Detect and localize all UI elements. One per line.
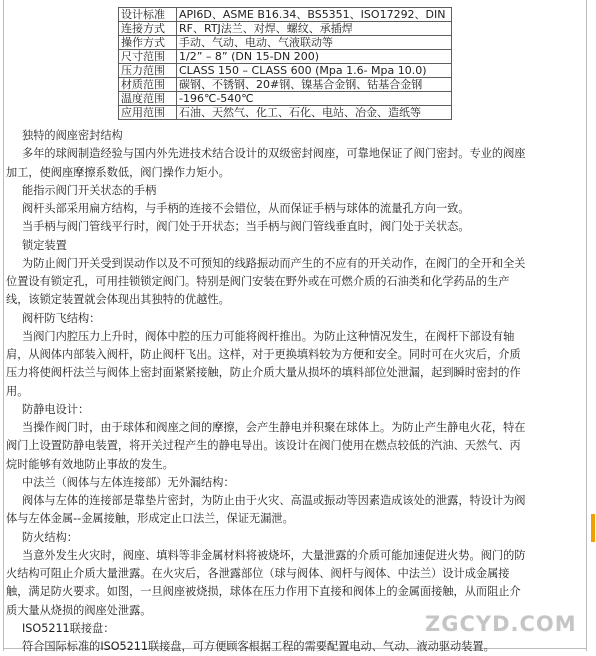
spec-label: 应用范围: [119, 106, 177, 120]
section-heading: 独特的阀座密封结构: [22, 129, 123, 142]
spec-label: 连接方式: [119, 22, 177, 36]
spec-row: [119, 78, 452, 92]
paragraph-line: 体与左体金属--金属接触，形成定止口法兰，保证无漏泄。: [6, 512, 294, 526]
right-frame-line: [586, 0, 587, 651]
spec-label: 尺寸范围: [119, 50, 177, 64]
spec-row: [119, 22, 452, 36]
spec-row: [119, 50, 452, 64]
paragraph-line: 当手柄与阀门管线平行时，阀门处于开状态；当手柄与阀门管线垂直时，阀门处于关状态。: [22, 220, 470, 234]
site-watermark: ZGCYD.COM: [425, 612, 577, 636]
spec-value: API6D、ASME B16.34、BS5351、ISO17292、DIN: [177, 8, 452, 22]
section-heading: 能指示阀门开关状态的手柄: [22, 183, 157, 197]
scroll-marker[interactable]: [591, 514, 595, 542]
spec-value: -196℃-540℃: [177, 92, 452, 106]
spec-label: 材质范围: [119, 78, 177, 92]
paragraph-line: 用。: [6, 384, 29, 398]
spec-value: CLASS 150 – CLASS 600 (Mpa 1.6- Mpa 10.0): [177, 64, 452, 78]
paragraph-line: 线，该锁定装置就会体现出其独特的优越性。: [6, 293, 230, 307]
section-heading: 防静电设计：: [22, 402, 90, 416]
spec-row: [119, 36, 452, 50]
section-heading: 阀杆防飞结构：: [22, 311, 101, 325]
paragraph-line: 位置设有锁定孔，可用挂锁锁定阀门。特别是阀门安装在野外或在可燃介质的石油类和化学药品的生产: [6, 275, 510, 288]
section-heading: 中法兰（阀体与左体连接部）无外漏结构：: [22, 475, 235, 489]
paragraph-line: 压力将使阀杆法兰与阀体上密封面紧紧接触，防止介质大量从损坏的填料部位处泄漏，起到瞬时密封的作: [6, 366, 521, 380]
spec-label: 压力范围: [119, 64, 177, 78]
paragraph-line: 当操作阀门时，由于球体和阀座之间的摩擦，会产生静电并积聚在球体上。为防止产生静电火花，特在: [22, 421, 526, 434]
spec-value: 石油、天然气、化工、石化、电站、冶金、造纸等: [177, 106, 452, 120]
section-heading: 防火结构：: [22, 530, 78, 544]
paragraph-line: 当阀门内腔压力上升时，阀体中腔的压力可能将阀杆推出。为防止这种情况发生，在阀杆下部设有轴: [22, 329, 515, 343]
paragraph-line: 为防止阀门开关受到误动作以及不可预知的线路振动而产生的不应有的开关动作，在阀门的全开和全关: [22, 256, 526, 270]
spec-label: 温度范围: [119, 92, 177, 106]
spec-value: 手动、气动、电动、气液联动等: [177, 36, 452, 50]
paragraph-line: 触，满足防火要求。如图，一旦阀座被烧损，球体在压力作用下直接和阀体上的金属面接触，从而阻止介: [6, 585, 521, 599]
spec-value: RF、RTJ法兰、对焊、螺纹、承插焊: [177, 22, 452, 36]
paragraph-line: 肩，从阀体内部装入阀杆，防止阀杆飞出。这样，对于更换填料较为方便和安全。同时可在火灾后，介质: [6, 348, 521, 361]
spec-label: 设计标准: [119, 8, 177, 22]
spec-row: [119, 92, 452, 106]
paragraph-line: 当意外发生火灾时，阀座、填料等非金属材料将被烧坏，大量泄露的介质可能加速促进火势。阀门的防: [22, 548, 526, 562]
paragraph-line: 加工，使阀座摩擦系数低，阀门操作力矩小。: [6, 165, 230, 179]
spec-table: [118, 7, 452, 120]
paragraph-line: 阀门上设置防静电装置，将开关过程产生的静电导出。该设计在阀门使用在燃点较低的汽油、天然气、丙: [6, 439, 521, 453]
spec-label: 操作方式: [119, 36, 177, 50]
paragraph-line: 阀体与左体的连接部是靠垫片密封，为防止由于火灾、高温或振动等因素造成该处的泄露，特设计为阀: [22, 494, 526, 507]
article-body: [6, 127, 580, 656]
spec-value: 1/2” – 8” (DN 15-DN 200): [177, 50, 452, 64]
paragraph-line: 符合国际标准的ISO5211联接盘，可方便顾客根据工程的需要配置电动、气动、液动驱动装置。: [22, 640, 495, 653]
spec-row: [119, 64, 452, 78]
spec-value: 碳钢、不锈钢、20#钢、镍基合金钢、钴基合金钢: [177, 78, 452, 92]
paragraph-line: 火结构可阻止介质大量泄露。在火灾后，各泄露部位（球与阀体、阀杆与阀体、中法兰）设计成金属接: [6, 567, 510, 580]
paragraph-line: 烷时能够有效地防止事故的发生。: [6, 457, 174, 471]
section-heading: 锁定装置: [22, 238, 67, 252]
left-frame-line: [3, 0, 4, 651]
paragraph-line: 多年的球阀制造经验与国内外先进技术结合设计的双级密封阀座，可靠地保证了阀门密封。专业的阀座: [22, 147, 526, 161]
spec-row: [119, 8, 452, 22]
spec-row: [119, 106, 452, 120]
paragraph-line: 质大量从烧损的阀座处泄露。: [6, 603, 152, 617]
paragraph-line: 阀杆头部采用扁方结构，与手柄的连接不会错位，从而保证手柄与球体的流量孔方向一致。: [22, 202, 470, 215]
section-heading: ISO5211联接盘：: [22, 621, 115, 635]
